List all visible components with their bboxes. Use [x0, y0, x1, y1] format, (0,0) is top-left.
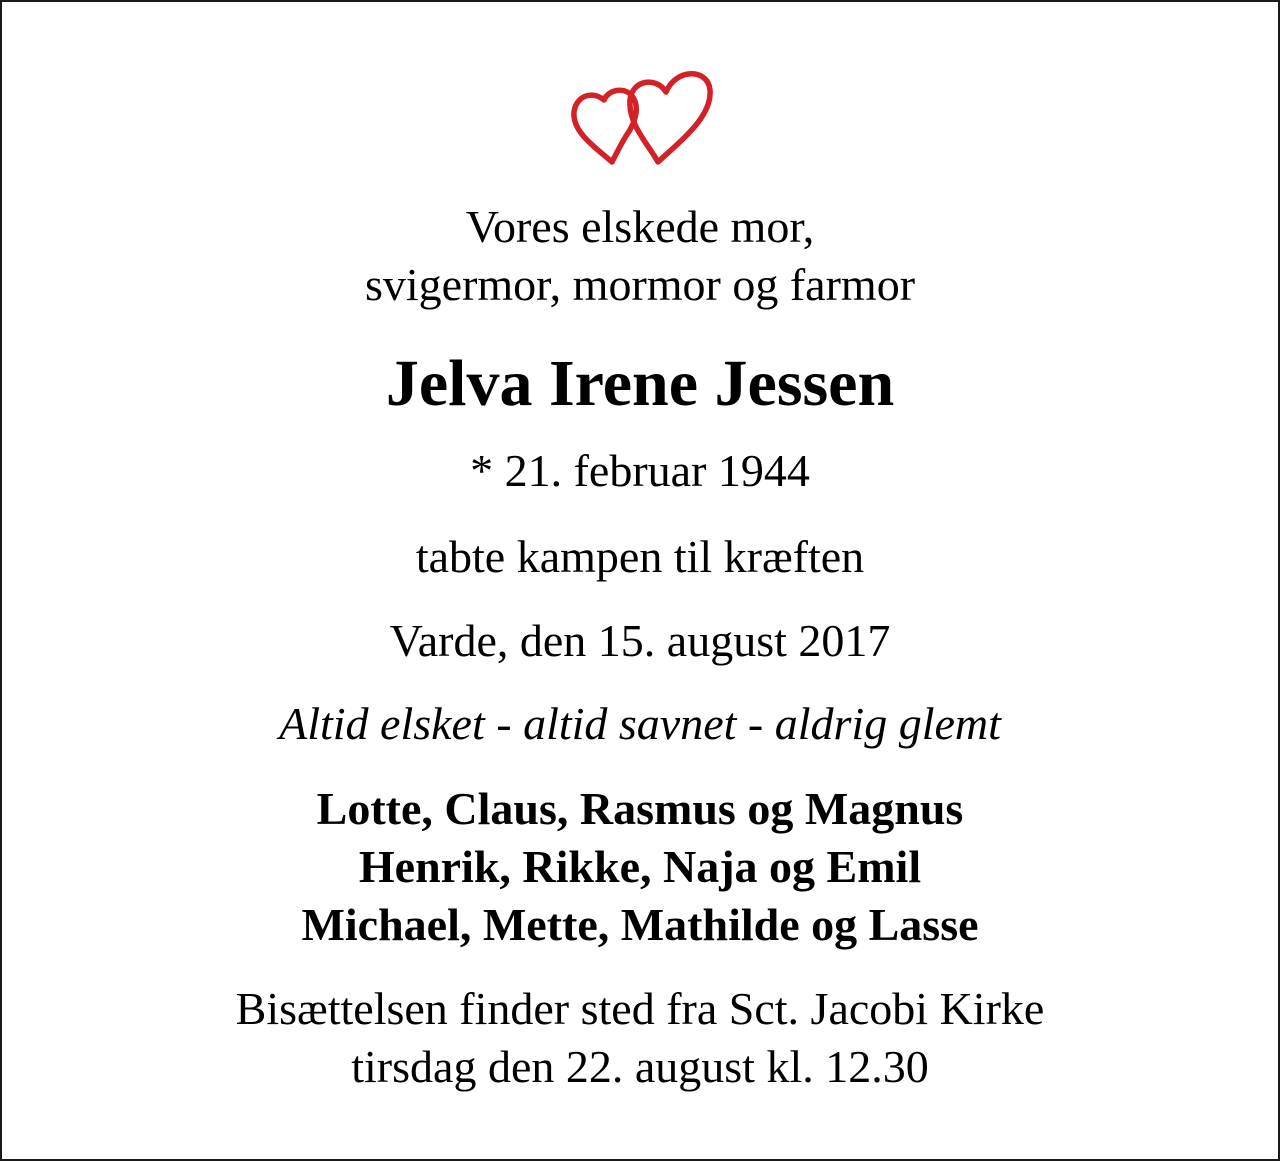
family-line-1: Lotte, Claus, Rasmus og Magnus — [316, 783, 964, 834]
family-line-3: Michael, Mette, Mathilde og Lasse — [301, 899, 979, 950]
intro-line-1: Vores elskede mor, — [465, 201, 815, 252]
cause-text: tabte kampen til kræften — [415, 531, 865, 582]
intro-line-2: svigermor, mormor og farmor — [364, 259, 916, 310]
deceased-name: Jelva Irene Jessen — [385, 347, 895, 420]
intertwined-hearts-icon — [566, 60, 716, 170]
motto: Altid elsket - altid savnet - aldrig glemt — [279, 698, 1001, 749]
funeral-line-1: Bisættelsen finder sted fra Sct. Jacobi Kirke — [235, 983, 1045, 1034]
birth-date: * 21. februar 1944 — [470, 445, 810, 496]
funeral-line-2: tirsdag den 22. august kl. 12.30 — [351, 1041, 929, 1092]
place-and-date: Varde, den 15. august 2017 — [389, 615, 891, 666]
family-line-2: Henrik, Rikke, Naja og Emil — [358, 841, 922, 892]
